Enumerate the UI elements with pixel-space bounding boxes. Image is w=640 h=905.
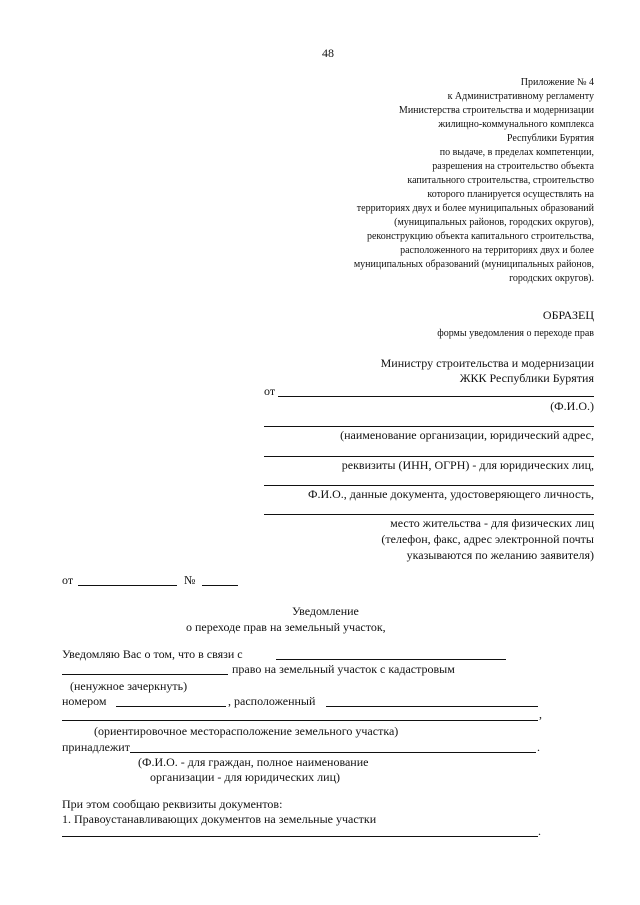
appendix-line: территориях двух и более муниципальных образований (356, 203, 594, 214)
sender-hint-id: Ф.И.О., данные документа, удостоверяющего личность, (307, 487, 594, 501)
docs-end-dot: . (538, 824, 541, 838)
cadastral-number-label: номером (62, 694, 107, 708)
appendix-line: (муниципальных районов, городских округов), (394, 217, 594, 228)
number-field[interactable] (202, 585, 238, 586)
body-line-2: право на земельный участок с кадастровым (232, 662, 455, 676)
right-type-field[interactable] (62, 674, 228, 675)
location-end-comma: , (539, 707, 542, 721)
sender-hint-requisites: реквизиты (ИНН, ОГРН) - для юридических лиц, (341, 458, 594, 472)
docs-item-1: 1. Правоустанавливающих документов на земельные участки (62, 812, 377, 826)
strike-hint: (ненужное зачеркнуть) (70, 679, 188, 693)
owner-hint-2: организации - для юридических лиц) (150, 770, 341, 784)
addressee-line-1: Министру строительства и модернизации (380, 356, 594, 370)
appendix-line: разрешения на строительство объекта (432, 161, 594, 172)
docs-field[interactable] (62, 836, 538, 837)
addressee-line-2: ЖКК Республики Бурятия (459, 371, 594, 385)
appendix-line: муниципальных образований (муниципальных районов, (353, 259, 594, 270)
notice-title: Уведомление (292, 604, 359, 618)
appendix-block (234, 76, 594, 286)
sender-residence-line[interactable] (264, 514, 594, 515)
appendix-line: капитального строительства, строительство (407, 175, 594, 186)
appendix-line: Министерства строительства и модернизации (398, 105, 594, 116)
sender-hint-org: (наименование организации, юридический адрес, (340, 428, 594, 442)
located-label: , расположенный (228, 694, 316, 708)
owner-field[interactable] (130, 752, 536, 753)
appendix-line: городских округов). (509, 273, 594, 284)
owner-hint-1: (Ф.И.О. - для граждан, полное наименование (138, 755, 369, 769)
body-line-1: Уведомляю Вас о том, что в связи с (62, 647, 243, 661)
notice-subtitle: о переходе прав на земельный участок, (186, 620, 386, 634)
sender-name-line[interactable] (278, 396, 594, 397)
appendix-line: по выдаче, в пределах компетенции, (439, 147, 594, 158)
appendix-line: которого планируется осуществлять на (427, 189, 594, 200)
sample-title: ОБРАЗЕЦ (542, 308, 594, 322)
appendix-line: к Административному регламенту (447, 91, 594, 102)
owner-end-dot: . (537, 740, 540, 754)
location-hint: (ориентировочное месторасположение земельного участка) (94, 724, 399, 738)
appendix-line: жилищно-коммунального комплекса (438, 119, 594, 130)
page-number: 48 (322, 46, 334, 60)
appendix-line: расположенного на территориях двух и более (400, 245, 594, 256)
cadastral-number-field[interactable] (116, 706, 226, 707)
owner-label: принадлежит (62, 740, 130, 754)
sender-hint-optional: указываются по желанию заявителя) (406, 548, 594, 562)
date-from-label: от (62, 573, 74, 587)
location-field[interactable] (326, 706, 538, 707)
appendix-line: Республики Бурятия (506, 133, 594, 144)
sender-id-line[interactable] (264, 485, 594, 486)
sender-hint-contacts: (телефон, факс, адрес электронной почты (381, 532, 594, 546)
sender-requisites-line[interactable] (264, 456, 594, 457)
sample-subtitle: формы уведомления о переходе прав (437, 328, 594, 339)
date-field[interactable] (78, 585, 177, 586)
sender-from-label: от (264, 384, 276, 398)
sender-hint-residence: место жительства - для физических лиц (390, 516, 594, 530)
number-label: № (184, 573, 196, 587)
reason-field[interactable] (276, 659, 506, 660)
sender-org-line[interactable] (264, 426, 594, 427)
appendix-line: Приложение № 4 (520, 77, 594, 88)
docs-intro: При этом сообщаю реквизиты документов: (62, 797, 283, 811)
appendix-line: реконструкцию объекта капитального строительства, (366, 231, 594, 242)
sender-hint-fio: (Ф.И.О.) (550, 399, 594, 413)
location-field-continued[interactable] (62, 720, 538, 721)
